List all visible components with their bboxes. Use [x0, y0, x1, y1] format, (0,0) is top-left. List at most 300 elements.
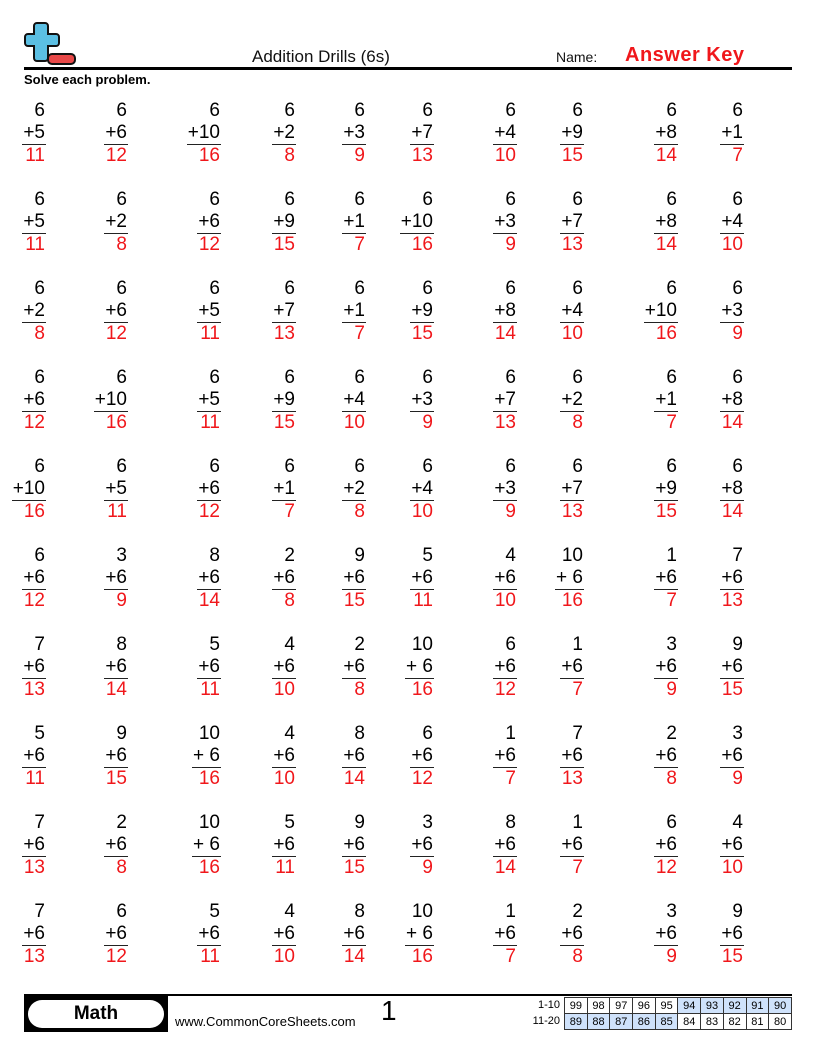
- addition-problem: [560, 901, 584, 968]
- problem-top-number: 6: [209, 367, 220, 388]
- addition-problem: [272, 545, 296, 612]
- problem-top-number: 6: [732, 100, 743, 121]
- score-cell: 84: [678, 1014, 701, 1030]
- problem-addend: +9: [273, 389, 295, 410]
- problem-top-number: 6: [505, 278, 516, 299]
- problem-addend: +4: [494, 122, 516, 143]
- problem-addend: +6: [198, 567, 220, 588]
- addition-problem: [342, 545, 366, 612]
- problem-addend: +6: [23, 923, 45, 944]
- problem-top-number: 6: [505, 189, 516, 210]
- addition-problem: [342, 100, 366, 167]
- problem-top-number: 3: [732, 723, 743, 744]
- problem-top-number: 8: [505, 812, 516, 833]
- problem-answer: 11: [200, 679, 220, 700]
- problem-answer: 8: [354, 501, 365, 522]
- problem-addend: +5: [23, 122, 45, 143]
- problem-addend: +6: [23, 567, 45, 588]
- addition-problem: [272, 456, 296, 523]
- addition-problem: [272, 901, 296, 968]
- problem-top-number: 3: [422, 812, 433, 833]
- score-cell: 93: [701, 998, 724, 1014]
- score-row: [565, 998, 792, 1014]
- problem-answer: 7: [284, 501, 295, 522]
- addition-problem: [22, 901, 46, 968]
- problem-top-number: 7: [732, 545, 743, 566]
- problem-addend: +6: [411, 567, 433, 588]
- problem-answer: 16: [411, 946, 433, 967]
- addition-problem: [720, 189, 744, 256]
- addition-problem: [197, 456, 221, 523]
- problem-addend: +2: [273, 122, 295, 143]
- addition-problem: [272, 367, 296, 434]
- problem-top-number: 6: [666, 456, 677, 477]
- addition-problem: [493, 278, 517, 345]
- problem-addend: +6: [23, 389, 45, 410]
- problem-answer: 13: [23, 946, 45, 967]
- problem-top-number: 8: [209, 545, 220, 566]
- problem-row: [0, 723, 816, 803]
- problem-top-number: 1: [572, 812, 583, 833]
- addition-problem: [104, 456, 128, 523]
- problem-addend: +4: [343, 389, 365, 410]
- score-row-labels: [514, 997, 560, 1029]
- problem-top-number: 6: [732, 278, 743, 299]
- addition-problem: [104, 812, 128, 879]
- addition-problem: [22, 723, 46, 790]
- problem-addend: +6: [494, 923, 516, 944]
- addition-problem: [654, 812, 678, 879]
- problem-addend: +6: [561, 923, 583, 944]
- addition-problem: [192, 812, 221, 879]
- problem-top-number: 6: [284, 456, 295, 477]
- problem-answer: 10: [273, 679, 295, 700]
- problem-answer: 12: [105, 323, 127, 344]
- addition-problem: [654, 545, 678, 612]
- addition-problem: [342, 456, 366, 523]
- problem-answer: 9: [732, 323, 743, 344]
- problem-addend: +6: [105, 300, 127, 321]
- addition-problem: [342, 812, 366, 879]
- problem-answer: 7: [354, 323, 365, 344]
- addition-problem: [493, 723, 517, 790]
- addition-problem: [720, 456, 744, 523]
- problem-top-number: 6: [116, 278, 127, 299]
- problem-answer: 13: [561, 768, 583, 789]
- problem-answer: 16: [411, 679, 433, 700]
- problem-addend: + 6: [556, 567, 583, 588]
- addition-problem: [654, 100, 678, 167]
- problem-addend: +8: [494, 300, 516, 321]
- addition-problem: [560, 634, 584, 701]
- addition-problem: [560, 812, 584, 879]
- problem-answer: 11: [200, 412, 220, 433]
- addition-problem: [22, 545, 46, 612]
- addition-problem: [272, 189, 296, 256]
- problem-top-number: 4: [284, 634, 295, 655]
- name-value: Answer Key: [625, 44, 745, 66]
- problem-answer: 15: [411, 323, 433, 344]
- score-cell: 82: [723, 1014, 746, 1030]
- problem-top-number: 6: [354, 278, 365, 299]
- addition-problem: [197, 545, 221, 612]
- problem-top-number: 6: [116, 100, 127, 121]
- addition-problem: [654, 189, 678, 256]
- problem-answer: 7: [572, 679, 583, 700]
- problem-addend: +6: [273, 567, 295, 588]
- score-row-label: 1-10: [537, 999, 560, 1011]
- addition-problem: [410, 456, 434, 523]
- addition-problem: [104, 189, 128, 256]
- problem-answer: 9: [505, 234, 516, 255]
- problem-top-number: 6: [422, 189, 433, 210]
- problem-row: [0, 278, 816, 358]
- problem-top-number: 8: [354, 901, 365, 922]
- problem-addend: +6: [721, 567, 743, 588]
- problem-addend: +3: [343, 122, 365, 143]
- addition-problem: [720, 100, 744, 167]
- addition-problem: [197, 634, 221, 701]
- problem-top-number: 6: [209, 189, 220, 210]
- problem-top-number: 2: [572, 901, 583, 922]
- problem-addend: +6: [273, 656, 295, 677]
- problem-addend: +6: [411, 745, 433, 766]
- problem-top-number: 2: [116, 812, 127, 833]
- addition-problem: [410, 367, 434, 434]
- problem-answer: 7: [666, 590, 677, 611]
- score-cell: 97: [610, 998, 633, 1014]
- addition-problem: [654, 456, 678, 523]
- problem-addend: +5: [198, 300, 220, 321]
- problem-answer: 15: [343, 590, 365, 611]
- addition-problem: [493, 812, 517, 879]
- problem-answer: 10: [494, 145, 516, 166]
- addition-problem: [560, 278, 584, 345]
- problem-addend: +6: [721, 923, 743, 944]
- addition-problem: [104, 545, 128, 612]
- addition-problem: [654, 634, 678, 701]
- problem-addend: +6: [343, 834, 365, 855]
- problem-top-number: 6: [116, 189, 127, 210]
- addition-problem: [493, 634, 517, 701]
- problem-top-number: 9: [354, 545, 365, 566]
- score-cell: 83: [701, 1014, 724, 1030]
- addition-problem: [104, 634, 128, 701]
- addition-problem: [22, 100, 46, 167]
- addition-problem: [272, 100, 296, 167]
- addition-problem: [400, 189, 434, 256]
- addition-problem: [22, 634, 46, 701]
- problem-addend: +5: [105, 478, 127, 499]
- problem-answer: 10: [273, 946, 295, 967]
- addition-problem: [410, 723, 434, 790]
- score-cell: 98: [587, 998, 610, 1014]
- problem-addend: +6: [561, 834, 583, 855]
- problem-answer: 16: [105, 412, 127, 433]
- problem-answer: 14: [494, 323, 516, 344]
- problem-top-number: 6: [732, 189, 743, 210]
- problem-addend: + 6: [193, 745, 220, 766]
- problem-top-number: 7: [572, 723, 583, 744]
- score-cell: 89: [565, 1014, 588, 1030]
- addition-problem: [654, 723, 678, 790]
- problem-top-number: 6: [284, 367, 295, 388]
- problem-addend: +2: [343, 478, 365, 499]
- problem-top-number: 6: [422, 367, 433, 388]
- problem-top-number: 6: [505, 100, 516, 121]
- problem-answer: 8: [116, 234, 127, 255]
- problem-top-number: 6: [732, 367, 743, 388]
- problem-row: [0, 901, 816, 981]
- problem-addend: +4: [721, 211, 743, 232]
- score-cell: 94: [678, 998, 701, 1014]
- problem-row: [0, 189, 816, 269]
- score-cell: 81: [746, 1014, 769, 1030]
- problem-top-number: 9: [732, 634, 743, 655]
- score-cell: 85: [655, 1014, 678, 1030]
- addition-problem: [272, 634, 296, 701]
- problem-row: [0, 545, 816, 625]
- addition-problem: [493, 100, 517, 167]
- problem-top-number: 6: [666, 189, 677, 210]
- addition-problem: [410, 545, 434, 612]
- score-cell: 91: [746, 998, 769, 1014]
- problem-top-number: 1: [505, 901, 516, 922]
- problem-answer: 15: [655, 501, 677, 522]
- problem-answer: 10: [494, 590, 516, 611]
- problem-row: [0, 456, 816, 536]
- problem-answer: 10: [721, 234, 743, 255]
- problem-addend: +6: [655, 923, 677, 944]
- score-cell: 87: [610, 1014, 633, 1030]
- score-row-label: 11-20: [532, 1015, 560, 1027]
- problem-addend: +4: [561, 300, 583, 321]
- worksheet-footer: [24, 995, 792, 1033]
- problem-addend: +6: [494, 656, 516, 677]
- problem-answer: 16: [198, 768, 220, 789]
- problem-answer: 11: [200, 946, 220, 967]
- problem-addend: +4: [411, 478, 433, 499]
- problem-top-number: 5: [422, 545, 433, 566]
- problem-top-number: 6: [354, 189, 365, 210]
- problem-addend: +6: [23, 834, 45, 855]
- problem-addend: +6: [273, 745, 295, 766]
- problem-addend: +6: [655, 834, 677, 855]
- problem-top-number: 6: [284, 278, 295, 299]
- problem-answer: 13: [273, 323, 295, 344]
- problem-top-number: 6: [284, 100, 295, 121]
- problem-addend: +6: [105, 923, 127, 944]
- problem-addend: +6: [655, 656, 677, 677]
- problem-addend: + 6: [406, 923, 433, 944]
- problem-addend: +6: [494, 567, 516, 588]
- problem-row: [0, 367, 816, 447]
- problem-top-number: 6: [572, 278, 583, 299]
- problem-answer: 15: [721, 679, 743, 700]
- problem-top-number: 3: [666, 634, 677, 655]
- addition-problem: [720, 901, 744, 968]
- problem-addend: +6: [343, 567, 365, 588]
- problem-answer: 9: [116, 590, 127, 611]
- problem-answer: 13: [494, 412, 516, 433]
- problem-addend: +6: [343, 745, 365, 766]
- problem-addend: +10: [400, 211, 433, 232]
- problem-top-number: 6: [572, 189, 583, 210]
- problem-top-number: 2: [354, 634, 365, 655]
- problem-top-number: 6: [505, 634, 516, 655]
- problem-answer: 14: [655, 234, 677, 255]
- problem-top-number: 6: [572, 367, 583, 388]
- problem-answer: 14: [721, 501, 743, 522]
- problem-top-number: 5: [209, 901, 220, 922]
- addition-problem: [272, 723, 296, 790]
- addition-problem: [104, 100, 128, 167]
- problem-answer: 10: [561, 323, 583, 344]
- problem-answer: 14: [198, 590, 220, 611]
- problem-top-number: 7: [34, 634, 45, 655]
- problem-top-number: 9: [116, 723, 127, 744]
- problem-addend: +6: [655, 567, 677, 588]
- problem-answer: 14: [721, 412, 743, 433]
- problem-addend: +6: [561, 656, 583, 677]
- problem-top-number: 6: [354, 367, 365, 388]
- addition-problem: [342, 278, 366, 345]
- addition-problem: [560, 456, 584, 523]
- addition-problem: [720, 278, 744, 345]
- problem-answer: 10: [721, 857, 743, 878]
- problem-addend: + 6: [406, 656, 433, 677]
- problem-addend: +6: [105, 567, 127, 588]
- problem-answer: 16: [23, 501, 45, 522]
- problem-answer: 9: [666, 679, 677, 700]
- problem-answer: 14: [343, 946, 365, 967]
- problem-row: [0, 100, 816, 180]
- addition-problem: [197, 278, 221, 345]
- problem-answer: 9: [505, 501, 516, 522]
- problem-answer: 11: [25, 234, 45, 255]
- addition-problem: [197, 901, 221, 968]
- problem-answer: 7: [732, 145, 743, 166]
- addition-problem: [720, 634, 744, 701]
- problem-addend: +8: [655, 122, 677, 143]
- addition-problem: [560, 367, 584, 434]
- problem-top-number: 6: [116, 367, 127, 388]
- problem-addend: +6: [655, 745, 677, 766]
- problem-addend: +6: [494, 834, 516, 855]
- site-url: www.CommonCoreSheets.com: [175, 1014, 356, 1029]
- problem-addend: +6: [198, 478, 220, 499]
- problem-answer: 8: [354, 679, 365, 700]
- problem-answer: 15: [273, 412, 295, 433]
- problem-addend: +1: [343, 300, 365, 321]
- problem-addend: +3: [494, 211, 516, 232]
- problem-answer: 8: [116, 857, 127, 878]
- problem-addend: +6: [23, 745, 45, 766]
- problem-addend: +9: [561, 122, 583, 143]
- addition-problem: [272, 278, 296, 345]
- score-cell: 92: [723, 998, 746, 1014]
- problem-addend: +6: [198, 211, 220, 232]
- addition-problem: [560, 100, 584, 167]
- addition-problem: [720, 367, 744, 434]
- problem-answer: 16: [561, 590, 583, 611]
- problem-top-number: 2: [284, 545, 295, 566]
- addition-problem: [555, 545, 584, 612]
- problem-top-number: 6: [666, 367, 677, 388]
- score-table: [564, 997, 792, 1030]
- problem-answer: 16: [198, 857, 220, 878]
- addition-problem: [493, 545, 517, 612]
- problem-answer: 7: [505, 946, 516, 967]
- problem-addend: +8: [721, 389, 743, 410]
- problem-top-number: 6: [666, 100, 677, 121]
- problem-answer: 13: [561, 234, 583, 255]
- plus-minus-logo-icon: [24, 20, 80, 68]
- addition-problem: [720, 545, 744, 612]
- problem-row: [0, 634, 816, 714]
- score-cell: 96: [633, 998, 656, 1014]
- problem-answer: 11: [25, 768, 45, 789]
- problem-addend: +1: [655, 389, 677, 410]
- problem-answer: 9: [422, 857, 433, 878]
- problem-answer: 12: [23, 590, 45, 611]
- problem-addend: +7: [494, 389, 516, 410]
- problem-answer: 13: [23, 679, 45, 700]
- problem-top-number: 6: [34, 278, 45, 299]
- subject-label: Math: [28, 1000, 164, 1028]
- problem-top-number: 2: [666, 723, 677, 744]
- problem-answer: 8: [34, 323, 45, 344]
- score-cell: 95: [655, 998, 678, 1014]
- problem-top-number: 6: [284, 189, 295, 210]
- problem-answer: 9: [354, 145, 365, 166]
- problem-top-number: 6: [34, 189, 45, 210]
- problem-answer: 11: [413, 590, 433, 611]
- problem-answer: 12: [105, 145, 127, 166]
- addition-problem: [410, 278, 434, 345]
- problem-answer: 14: [343, 768, 365, 789]
- instructions: Solve each problem.: [24, 72, 151, 87]
- problem-top-number: 6: [209, 278, 220, 299]
- addition-problem: [405, 901, 434, 968]
- problem-top-number: 6: [116, 456, 127, 477]
- score-cell: 88: [587, 1014, 610, 1030]
- problem-answer: 14: [105, 679, 127, 700]
- problem-top-number: 10: [411, 634, 433, 655]
- addition-problem: [342, 189, 366, 256]
- problem-addend: +3: [411, 389, 433, 410]
- addition-problem: [654, 367, 678, 434]
- problem-answer: 7: [354, 234, 365, 255]
- addition-problem: [493, 901, 517, 968]
- problem-top-number: 6: [209, 456, 220, 477]
- problem-addend: +5: [23, 211, 45, 232]
- addition-problem: [342, 367, 366, 434]
- problem-addend: +9: [655, 478, 677, 499]
- addition-problem: [493, 189, 517, 256]
- problem-answer: 14: [655, 145, 677, 166]
- problem-addend: +6: [721, 834, 743, 855]
- addition-problem: [654, 901, 678, 968]
- problem-top-number: 6: [354, 456, 365, 477]
- score-cell: 90: [769, 998, 792, 1014]
- problem-top-number: 5: [209, 634, 220, 655]
- addition-problem: [272, 812, 296, 879]
- problem-answer: 15: [721, 946, 743, 967]
- problem-addend: +7: [273, 300, 295, 321]
- problem-answer: 12: [23, 412, 45, 433]
- problem-addend: +6: [23, 656, 45, 677]
